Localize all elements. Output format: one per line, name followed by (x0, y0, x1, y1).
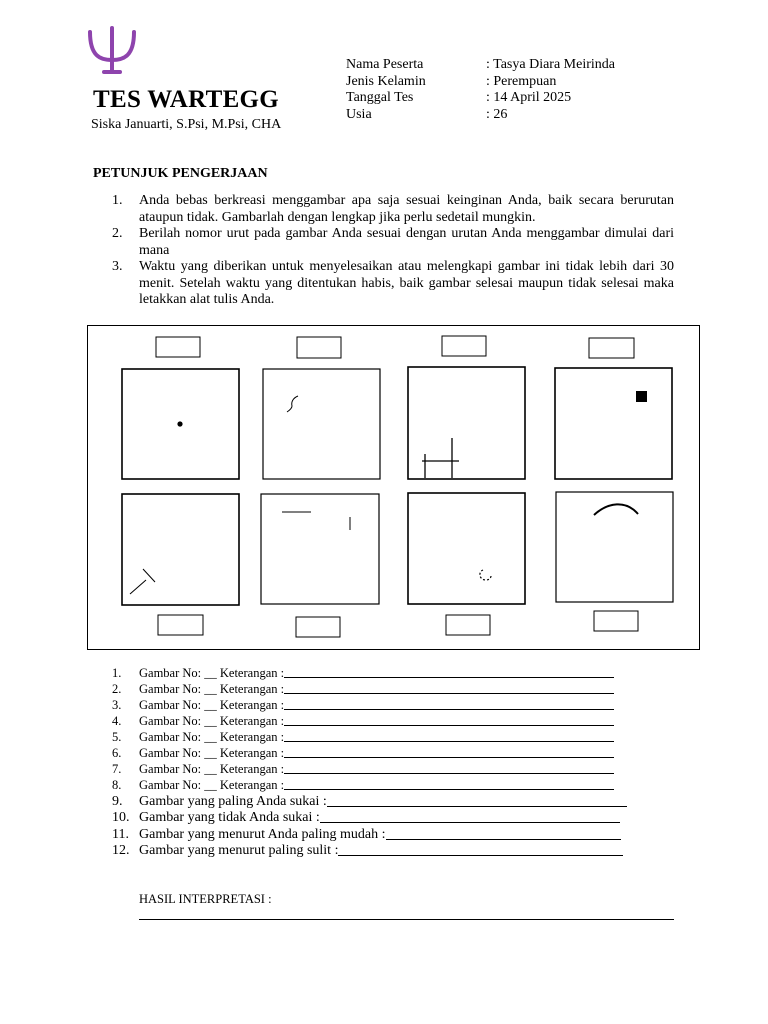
answer-line[interactable] (284, 788, 614, 790)
item-text: Berilah nomor urut pada gambar Anda sesuai dengan urutan Anda menggambar dimulai dari mana (139, 226, 674, 258)
stimulus-square (636, 391, 647, 402)
info-value: : Perempuan (486, 73, 557, 89)
question-label: Gambar yang menurut paling sulit : (139, 843, 339, 858)
item-text: Waktu yang diberikan untuk menyelesaikan atau melengkapi gambar ini tidak lebih dari 30 menit. Setelah waktu yang ditentukan habis, baik gambar selesai maupun tidak selesai maka letakkan alat tulis Anda. (139, 259, 674, 307)
answer-line[interactable] (284, 756, 614, 758)
list-item (112, 226, 674, 259)
answer-line[interactable] (338, 854, 623, 856)
instructions-list (112, 193, 674, 309)
answer-label: Gambar No: __ Keterangan : (139, 714, 285, 728)
stimulus-arc (594, 504, 638, 515)
wartegg-grid (88, 326, 701, 651)
author-name: Siska Januarti, S.Psi, M.Psi, CHA (91, 117, 282, 132)
number-box (446, 615, 490, 635)
psi-symbol-icon (86, 26, 138, 76)
answer-line[interactable] (327, 805, 627, 807)
answer-number: 8. (112, 778, 122, 792)
answer-row[interactable] (112, 745, 652, 761)
answer-row[interactable] (112, 681, 652, 697)
info-value: : Tasya Diara Meirinda (486, 57, 615, 72)
stimulus-dot (177, 421, 182, 426)
question-row[interactable] (112, 826, 652, 843)
question-label: Gambar yang tidak Anda sukai : (139, 810, 320, 825)
answer-label: Gambar No: __ Keterangan : (139, 778, 285, 792)
item-number: 3. (112, 259, 123, 274)
question-number: 12. (112, 843, 130, 858)
number-box (158, 615, 203, 635)
question-row[interactable] (112, 793, 652, 810)
answer-row[interactable] (112, 665, 652, 681)
item-text: Anda bebas berkreasi menggambar apa saja sesuai keinginan Anda, baik secara berurutan ataupun tidak. Gambarlah dengan lengkap jika perlu sedetail mungkin. (139, 193, 674, 225)
answer-number: 3. (112, 698, 122, 712)
answer-number: 4. (112, 714, 122, 728)
info-row-name (346, 57, 615, 74)
stimulus-line (130, 580, 146, 594)
drawing-square-5 (122, 494, 239, 605)
number-box (589, 338, 634, 358)
answer-row[interactable] (112, 713, 652, 729)
answer-label: Gambar No: __ Keterangan : (139, 698, 285, 712)
info-label: Usia (346, 106, 372, 122)
drawing-square-8 (556, 492, 673, 602)
answer-row[interactable] (112, 761, 652, 777)
item-number: 2. (112, 226, 123, 241)
answer-line[interactable] (284, 740, 614, 742)
result-line[interactable] (139, 919, 674, 920)
info-label: Nama Peserta (346, 57, 424, 72)
answer-line[interactable] (386, 838, 621, 840)
stimulus-line (143, 569, 155, 582)
answer-number: 1. (112, 666, 122, 680)
result-label: HASIL INTERPRETASI : (139, 892, 272, 906)
answer-label: Gambar No: __ Keterangan : (139, 682, 285, 696)
drawing-frame (87, 325, 700, 650)
drawing-square-2 (263, 369, 380, 479)
drawing-square-4 (555, 368, 672, 479)
instructions-heading: PETUNJUK PENGERJAAN (93, 166, 268, 181)
drawing-square-7 (408, 493, 525, 604)
answer-line[interactable] (284, 724, 614, 726)
answer-label: Gambar No: __ Keterangan : (139, 762, 285, 776)
answer-number: 6. (112, 746, 122, 760)
number-box (297, 337, 341, 358)
drawing-square-6 (261, 494, 379, 604)
answer-line[interactable] (284, 772, 614, 774)
participant-info (346, 57, 615, 123)
stimulus-dotted-arc (480, 570, 491, 580)
answer-number: 2. (112, 682, 122, 696)
stimulus-curve (287, 396, 298, 412)
answer-list (112, 665, 652, 859)
info-row-age (346, 107, 615, 124)
answer-row[interactable] (112, 697, 652, 713)
info-value: : 14 April 2025 (486, 90, 572, 105)
answer-label: Gambar No: __ Keterangan : (139, 666, 285, 680)
question-number: 9. (112, 793, 123, 809)
number-box (442, 336, 486, 356)
info-label: Jenis Kelamin (346, 73, 426, 89)
list-item (112, 259, 674, 309)
number-box (594, 611, 638, 631)
answer-number: 7. (112, 762, 122, 776)
list-item (112, 193, 674, 226)
question-number: 10. (112, 810, 130, 825)
answer-line[interactable] (284, 692, 614, 694)
answer-row[interactable] (112, 729, 652, 745)
question-label: Gambar yang menurut Anda paling mudah : (139, 826, 386, 842)
page-title: TES WARTEGG (93, 86, 280, 113)
number-box (296, 617, 340, 637)
item-number: 1. (112, 193, 123, 208)
psi-logo (86, 26, 138, 76)
number-box (156, 337, 200, 357)
answer-line[interactable] (284, 708, 614, 710)
question-number: 11. (112, 826, 129, 842)
answer-line[interactable] (284, 676, 614, 678)
info-row-gender (346, 74, 615, 91)
answer-label: Gambar No: __ Keterangan : (139, 730, 285, 744)
question-row[interactable] (112, 843, 652, 860)
question-row[interactable] (112, 810, 652, 827)
info-value: : 26 (486, 106, 508, 122)
answer-line[interactable] (320, 821, 620, 823)
info-row-date (346, 90, 615, 107)
answer-row[interactable] (112, 777, 652, 793)
answer-number: 5. (112, 730, 122, 744)
info-label: Tanggal Tes (346, 90, 414, 105)
answer-label: Gambar No: __ Keterangan : (139, 746, 285, 760)
question-label: Gambar yang paling Anda sukai : (139, 793, 327, 809)
